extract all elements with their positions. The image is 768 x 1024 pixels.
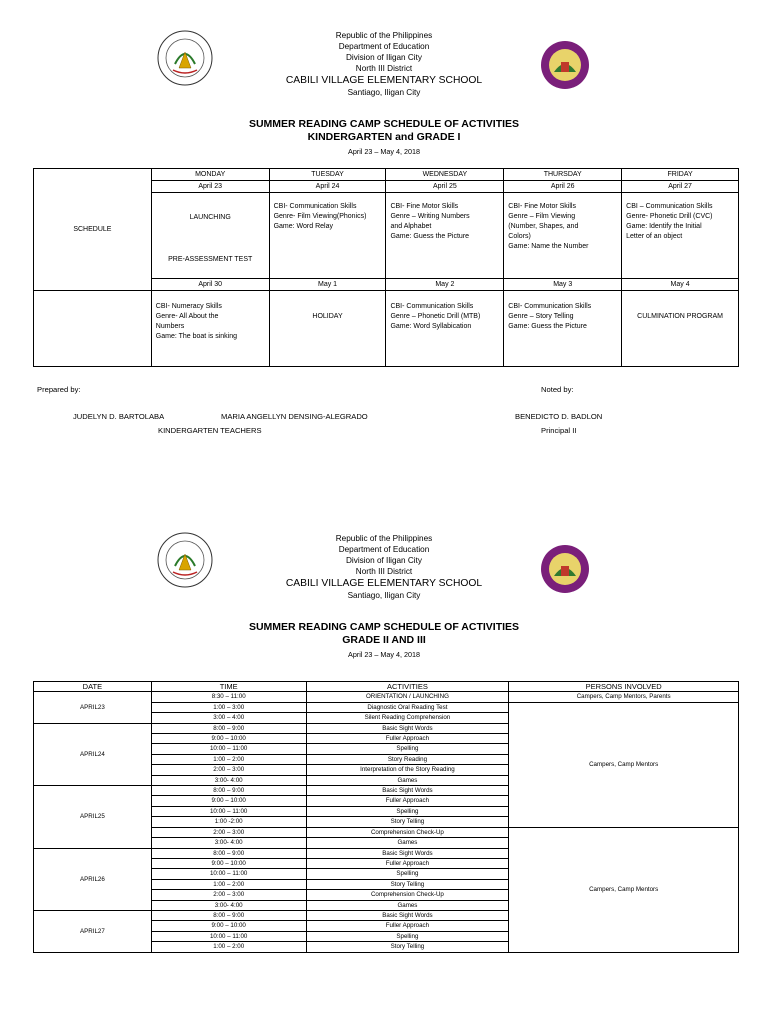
activity-cell: Diagnostic Oral Reading Test (306, 702, 509, 712)
activity-cell: Fuller Approach (306, 796, 509, 806)
prepared-by-label: Prepared by: (37, 385, 81, 394)
time-cell: 3:00- 4:00 (151, 838, 306, 848)
grade2-3-schedule-table (33, 681, 739, 953)
activity-cell: Comprehension Check-Up (306, 890, 509, 900)
time-cell: 8:00 – 9:00 (151, 786, 306, 796)
time-cell: 2:00 – 3:00 (151, 765, 306, 775)
section2-title: SUMMER READING CAMP SCHEDULE OF ACTIVITIES (248, 621, 520, 633)
header-republic: Republic of the Philippines (335, 31, 433, 40)
date-cell: APRIL24 (34, 723, 152, 785)
day-header: MONDAY (151, 169, 269, 181)
day-header: THURSDAY (504, 169, 622, 181)
activity-cell: Basic Sight Words (306, 723, 509, 733)
header-district: North III District (355, 567, 413, 576)
teachers-role: KINDERGARTEN TEACHERS (158, 426, 262, 435)
activity-cell: Comprehension Check-Up (306, 827, 509, 837)
cell-line: Genre – Phonetic Drill (MTB) (390, 313, 481, 320)
cell-line: Game: Word Relay (273, 223, 333, 230)
column-header: PERSONS INVOLVED (509, 682, 739, 692)
header-division: Division of Iligan City (346, 53, 422, 62)
cell-line: CBI- Communication Skills (273, 203, 357, 210)
date-header: May 3 (504, 279, 622, 291)
time-cell: 9:00 – 10:00 (151, 858, 306, 868)
noted-by-label: Noted by: (541, 385, 574, 394)
header-department: Department of Education (338, 545, 430, 554)
section2-dates: April 23 – May 4, 2018 (348, 650, 420, 659)
schedule-cell (386, 291, 504, 367)
time-cell: 3:00- 4:00 (151, 900, 306, 910)
kinder-grade1-schedule-table (33, 168, 739, 367)
header-division: Division of Iligan City (346, 556, 422, 565)
activity-cell: Fuller Approach (306, 734, 509, 744)
time-cell: 1:00 – 2:00 (151, 754, 306, 764)
time-cell: 2:00 – 3:00 (151, 890, 306, 900)
teacher1-name: JUDELYN D. BARTOLABA (73, 412, 165, 421)
section1-dates: April 23 – May 4, 2018 (348, 147, 420, 156)
cell-line: Game: Guess the Picture (508, 323, 587, 330)
cell-line: and Alphabet (390, 223, 432, 230)
culmination-cell: CULMINATION PROGRAM (622, 291, 739, 367)
date-cell: APRIL23 (34, 692, 152, 723)
time-cell: 1:00 -2:00 (151, 817, 306, 827)
time-cell: 8:00 – 9:00 (151, 910, 306, 920)
schedule-row-label: SCHEDULE (34, 169, 152, 291)
date-header: April 30 (151, 279, 269, 291)
header-district: North III District (355, 64, 413, 73)
header-department: Department of Education (338, 42, 430, 51)
cell-line: Game: Name the Number (508, 243, 589, 250)
teacher2-name: MARIA ANGELLYN DENSING-ALEGRADO (221, 412, 368, 421)
cell-line: CBI- Numeracy Skills (155, 303, 222, 310)
activity-cell: Interpretation of the Story Reading (306, 765, 509, 775)
activity-cell: Fuller Approach (306, 858, 509, 868)
pre-assessment-label: PRE-ASSESSMENT TEST (168, 256, 253, 263)
cell-line: Genre – Film Viewing (508, 213, 576, 220)
cell-line: CBI- Fine Motor Skills (508, 203, 576, 210)
cell-line: (Number, Shapes, and (508, 223, 579, 230)
launching-label: LAUNCHING (189, 214, 231, 221)
activity-cell: Spelling (306, 806, 509, 816)
day-header: FRIDAY (622, 169, 739, 181)
activity-cell: Basic Sight Words (306, 910, 509, 920)
time-cell: 3:00- 4:00 (151, 775, 306, 785)
cell-line: Game: Guess the Picture (390, 233, 470, 240)
date-header: May 4 (622, 279, 739, 291)
time-cell: 1:00 – 3:00 (151, 702, 306, 712)
date-header: April 27 (622, 181, 739, 193)
activity-cell: Story Reading (306, 754, 509, 764)
date-cell: APRIL27 (34, 910, 152, 952)
cell-line: CBI- Communication Skills (390, 303, 474, 310)
column-header: DATE (34, 682, 152, 692)
time-cell: 10:00 – 11:00 (151, 869, 306, 879)
date-header: May 1 (269, 279, 386, 291)
header-address: Santiago, Iligan City (347, 591, 421, 600)
time-cell: 3:00 – 4:00 (151, 713, 306, 723)
column-header: TIME (151, 682, 306, 692)
time-cell: 2:00 – 3:00 (151, 827, 306, 837)
cell-line: CBI- Fine Motor Skills (390, 203, 459, 210)
cell-line: Numbers (155, 323, 185, 330)
date-header: May 2 (386, 279, 504, 291)
cell-line: CBI – Communication Skills (626, 203, 713, 210)
holiday-cell: HOLIDAY (269, 291, 386, 367)
cell-line: Colors) (508, 233, 531, 240)
schedule-cell (386, 193, 504, 279)
activity-cell: Games (306, 838, 509, 848)
activity-cell: Story Telling (306, 942, 509, 952)
time-cell: 8:00 – 9:00 (151, 848, 306, 858)
time-cell: 8:00 – 9:00 (151, 723, 306, 733)
section1-title: SUMMER READING CAMP SCHEDULE OF ACTIVITIES (248, 118, 520, 130)
principal-role: Principal II (541, 426, 577, 435)
time-cell: 8:30 – 11:00 (151, 692, 306, 702)
schedule-cell (151, 193, 269, 279)
date-header: April 26 (504, 181, 622, 193)
activity-cell: Fuller Approach (306, 921, 509, 931)
activity-cell: Spelling (306, 869, 509, 879)
header-school-name: CABILI VILLAGE ELEMENTARY SCHOOL (285, 75, 483, 86)
header-republic: Republic of the Philippines (335, 534, 433, 543)
activity-cell: Basic Sight Words (306, 786, 509, 796)
time-cell: 1:00 – 2:00 (151, 879, 306, 889)
cell-line: Game: The boat is sinking (155, 333, 237, 340)
day-header: WEDNESDAY (386, 169, 504, 181)
schedule-cell (622, 193, 739, 279)
column-header: ACTIVITIES (306, 682, 509, 692)
day-header: TUESDAY (269, 169, 386, 181)
activity-cell: Story Telling (306, 817, 509, 827)
activity-cell: Story Telling (306, 879, 509, 889)
schedule-cell (269, 193, 386, 279)
cell-line: Genre – Story Telling (508, 313, 574, 320)
time-cell: 9:00 – 10:00 (151, 921, 306, 931)
time-cell: 9:00 – 10:00 (151, 796, 306, 806)
cell-line: Game: Word Syllabication (390, 323, 472, 330)
header-address: Santiago, Iligan City (347, 88, 421, 97)
section2-subtitle: GRADE II AND III (342, 634, 426, 646)
activity-cell: Spelling (306, 931, 509, 941)
activity-cell: Silent Reading Comprehension (306, 713, 509, 723)
cell-line: Letter of an object (626, 233, 683, 240)
date-cell: APRIL25 (34, 786, 152, 848)
activity-cell: ORIENTATION / LAUNCHING (306, 692, 509, 702)
date-cell: APRIL26 (34, 848, 152, 910)
activity-cell: Games (306, 900, 509, 910)
schedule-cell (504, 193, 622, 279)
date-header: April 25 (386, 181, 504, 193)
cell-line: Genre- Film Viewing(Phonics) (273, 213, 367, 220)
time-cell: 10:00 – 11:00 (151, 806, 306, 816)
schedule-cell (504, 291, 622, 367)
time-cell: 10:00 – 11:00 (151, 744, 306, 754)
cell-line: Game: Identify the Initial (626, 223, 702, 230)
persons-involved-cell: Campers, Camp Mentors (509, 827, 739, 952)
date-header: April 24 (269, 181, 386, 193)
activity-cell: Basic Sight Words (306, 848, 509, 858)
cell-line: Genre- Phonetic Drill (CVC) (626, 213, 713, 220)
persons-involved-cell: Campers, Camp Mentors (509, 702, 739, 827)
date-header: April 23 (151, 181, 269, 193)
cell-line: Genre- All About the (155, 313, 219, 320)
schedule-cell (151, 291, 269, 367)
cell-line: CBI- Communication Skills (508, 303, 592, 310)
header-school-name: CABILI VILLAGE ELEMENTARY SCHOOL (285, 578, 483, 589)
time-cell: 9:00 – 10:00 (151, 734, 306, 744)
time-cell: 1:00 – 2:00 (151, 942, 306, 952)
activity-cell: Games (306, 775, 509, 785)
schedule-row (34, 692, 739, 702)
schedule-row-label-cont (34, 291, 152, 367)
time-cell: 10:00 – 11:00 (151, 931, 306, 941)
section1-subtitle: KINDERGARTEN and GRADE I (307, 131, 461, 143)
cell-line: Genre – Writing Numbers (390, 213, 470, 220)
persons-involved-cell: Campers, Camp Mentors, Parents (509, 692, 739, 702)
principal-name: BENEDICTO D. BADLON (515, 412, 603, 421)
activity-cell: Spelling (306, 744, 509, 754)
